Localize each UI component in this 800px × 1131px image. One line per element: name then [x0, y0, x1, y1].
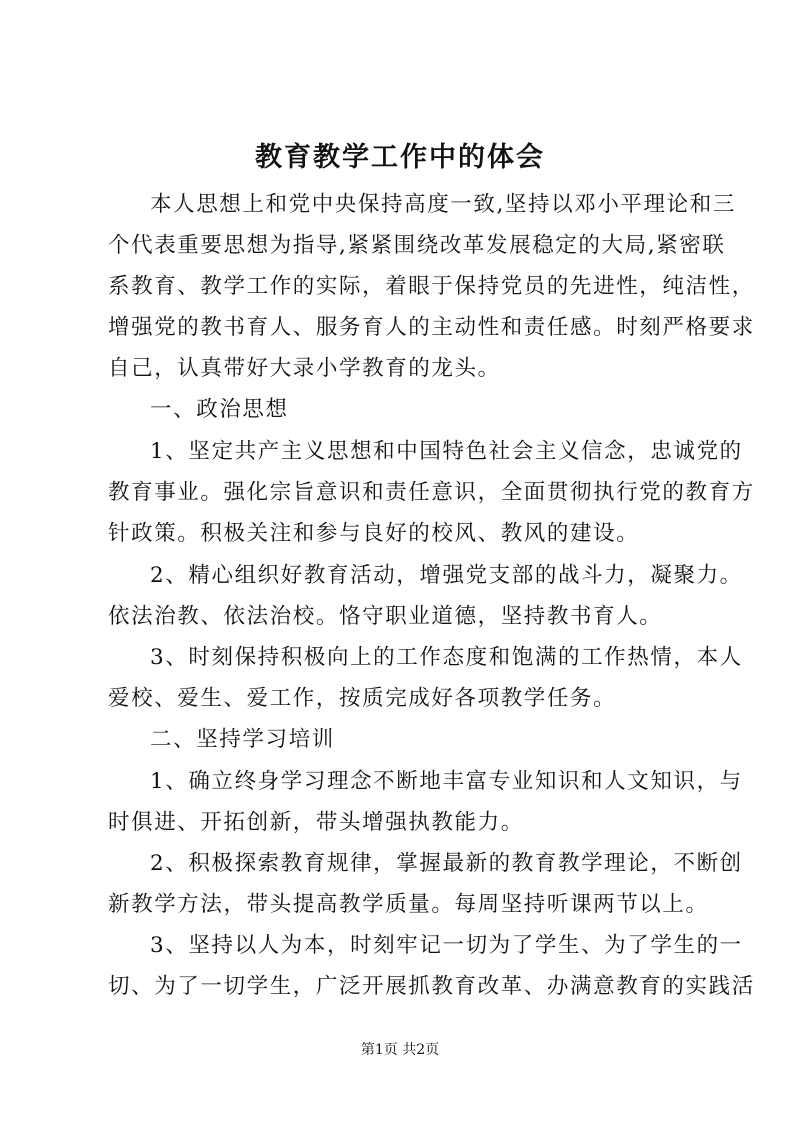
- text-line: 3、时刻保持积极向上的工作态度和饱满的工作热情，本人: [150, 645, 743, 670]
- text-line: 自己，认真带好大录小学教育的龙头。: [108, 356, 501, 381]
- text-line: 切、为了一切学生，广泛开展抓教育改革、办满意教育的实践活: [108, 974, 755, 999]
- text-line: 时俱进、开拓创新，带头增强执教能力。: [108, 810, 524, 835]
- page-footer: 第1页 共2页: [360, 1042, 440, 1058]
- text-line: 新教学方法，带头提高教学质量。每周坚持听课两节以上。: [108, 892, 709, 917]
- text-line: 3、坚持以人为本，时刻牢记一切为了学生、为了学生的一: [150, 933, 743, 958]
- text-line: 个代表重要思想为指导,紧紧围绕改革发展稳定的大局,紧密联: [108, 233, 726, 258]
- text-line: 2、积极探索教育规律，掌握最新的教育教学理论，不断创: [150, 851, 743, 876]
- text-line: 2、精心组织好教育活动，增强党支部的战斗力，凝聚力。: [150, 563, 743, 588]
- text-line: 针政策。积极关注和参与良好的校风、教风的建设。: [108, 521, 640, 546]
- text-line: 教育事业。强化宗旨意识和责任意识，全面贯彻执行党的教育方: [108, 480, 755, 505]
- section-heading: 一、政治思想: [150, 397, 289, 422]
- section-heading: 二、坚持学习培训: [150, 727, 335, 752]
- text-line: 系教育、教学工作的实际，着眼于保持党员的先进性，纯洁性，: [108, 274, 755, 299]
- document-title: 教育教学工作中的体会: [255, 142, 545, 173]
- text-line: 依法治教、依法治校。恪守职业道德，坚持教书育人。: [108, 604, 663, 629]
- text-line: 1、确立终身学习理念不断地丰富专业知识和人文知识，与: [150, 769, 743, 794]
- text-line: 爱校、爱生、爱工作，按质完成好各项教学任务。: [108, 686, 617, 711]
- text-line: 1、坚定共产主义思想和中国特色社会主义信念，忠诚党的: [150, 439, 743, 464]
- text-line: 本人思想上和党中央保持高度一致,坚持以邓小平理论和三: [150, 192, 736, 217]
- text-line: 增强党的教书育人、服务育人的主动性和责任感。时刻严格要求: [108, 315, 755, 340]
